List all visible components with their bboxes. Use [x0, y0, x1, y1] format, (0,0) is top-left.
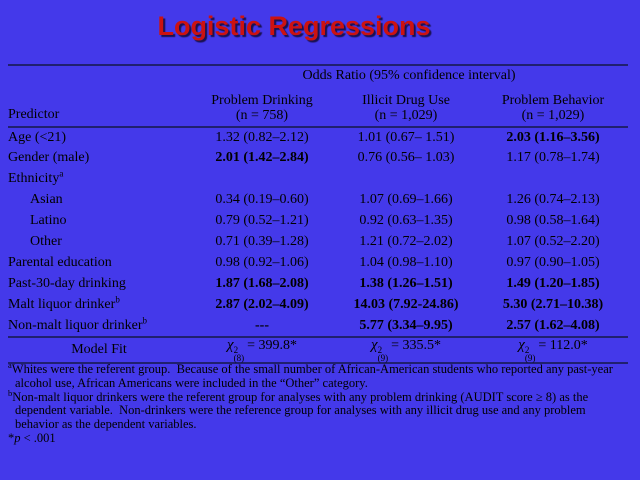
or-cell: 1.49 (1.20–1.85) — [506, 276, 600, 292]
or-cell — [190, 169, 334, 190]
or-cell: 1.04 (0.98–1.10) — [359, 255, 453, 271]
chi-symbol: χ — [370, 337, 378, 353]
logistic-regressions-table — [8, 64, 628, 364]
row-age — [8, 127, 628, 148]
chi-square-cell: χ 2 (8) = 399.8* — [190, 337, 334, 363]
row-label: Asian — [30, 192, 63, 208]
or-cell: 1.26 (0.74–2.13) — [506, 192, 600, 208]
or-cell: 1.32 (0.82–2.12) — [215, 129, 309, 145]
chi-symbol: χ — [226, 337, 234, 353]
or-cell: 0.98 (0.58–1.64) — [506, 213, 600, 229]
spanner-heading: Odds Ratio (95% confidence interval) — [302, 68, 516, 84]
or-cell: --- — [255, 317, 269, 333]
row-label: Past-30-day drinking — [8, 276, 126, 292]
or-cell: 2.03 (1.16–3.56) — [506, 129, 600, 145]
or-cell: 1.17 (0.78–1.74) — [506, 150, 600, 166]
or-cell: 5.30 (2.71–10.38) — [502, 297, 604, 313]
row-non-malt-liquor-drinker — [8, 316, 628, 337]
or-cell: 5.77 (3.34–9.95) — [359, 317, 453, 333]
column-header-row — [8, 87, 628, 127]
chi-symbol: χ — [518, 337, 525, 353]
or-cell: 0.34 (0.19–0.60) — [215, 192, 309, 208]
or-cell — [478, 169, 628, 190]
row-label: Latino — [30, 213, 67, 229]
column-header-illicit-drug-use: Illicit Drug Use (n = 1,029) — [334, 87, 478, 127]
spanner-row — [8, 65, 628, 87]
or-cell: 14.03 (7.92-24.86) — [353, 297, 459, 313]
column-header-problem-behavior: Problem Behavior (n = 1,029) — [478, 87, 628, 127]
model-fit-label: Model Fit — [8, 337, 190, 363]
row-label: Non-malt liquor drinker$^b$ — [8, 315, 148, 333]
chi-square-cell: χ 2 (9) = 112.0* — [478, 337, 628, 363]
or-cell — [334, 169, 478, 190]
slide-title: Logistic Regressions — [157, 11, 431, 41]
footnotes — [8, 359, 632, 446]
row-ethnicity-other — [8, 232, 628, 253]
results-table-container — [8, 64, 628, 364]
column-header-problem-drinking: Problem Drinking (n = 758) — [190, 87, 334, 127]
row-label: Parental education — [8, 255, 112, 271]
or-cell: 2.01 (1.42–2.84) — [215, 150, 309, 166]
or-cell: 1.21 (0.72–2.02) — [359, 234, 453, 250]
row-label: Gender (male) — [8, 150, 90, 166]
row-ethnicity — [8, 169, 628, 190]
footnote-b: $^b$Non-malt liquor drinkers were the referent group for analyses with any problem drinking (AUDIT score ≥ 8) as the dependent variable. Non-drinkers were the reference group for analyses with any illicit drug use and any problem behavior as the dependent variables. — [8, 387, 592, 432]
footnote-significance: *p < .001 — [8, 430, 56, 445]
chi-square-cell: χ 2 (9) = 335.5* — [334, 337, 478, 363]
row-label: Other — [30, 234, 62, 250]
row-model-fit — [8, 337, 628, 363]
row-gender — [8, 148, 628, 169]
or-cell: 1.07 (0.52–2.20) — [506, 234, 600, 250]
or-cell: 0.92 (0.63–1.35) — [359, 213, 453, 229]
or-cell: 0.71 (0.39–1.28) — [215, 234, 309, 250]
row-malt-liquor-drinker — [8, 295, 628, 316]
footnote-a: $^a$Whites were the referent group. Because of the small number of African-American students who reported any past-year alcohol use, African Americans were included in the “Other” category. — [8, 359, 617, 390]
or-cell: 2.87 (2.02–4.09) — [215, 297, 309, 313]
row-label: Ethnicity$^a$ — [8, 168, 64, 187]
row-label: Malt liquor drinker$^b$ — [8, 294, 120, 313]
or-cell: 1.38 (1.26–1.51) — [359, 276, 453, 292]
row-past-30-day-drinking — [8, 274, 628, 295]
or-cell: 1.01 (0.67– 1.51) — [357, 129, 455, 145]
or-cell: 0.76 (0.56– 1.03) — [357, 150, 455, 166]
row-parental-education — [8, 253, 628, 274]
or-cell: 2.57 (1.62–4.08) — [506, 317, 600, 333]
or-cell: 1.87 (1.68–2.08) — [215, 276, 309, 292]
or-cell: 1.07 (0.69–1.66) — [359, 192, 453, 208]
or-cell: 0.98 (0.92–1.06) — [215, 255, 309, 271]
column-header-predictor: Predictor — [8, 87, 190, 127]
row-label: Age (<21) — [8, 129, 67, 145]
row-ethnicity-latino — [8, 211, 628, 232]
or-cell: 0.97 (0.90–1.05) — [506, 255, 600, 271]
row-ethnicity-asian — [8, 190, 628, 211]
or-cell: 0.79 (0.52–1.21) — [215, 213, 309, 229]
